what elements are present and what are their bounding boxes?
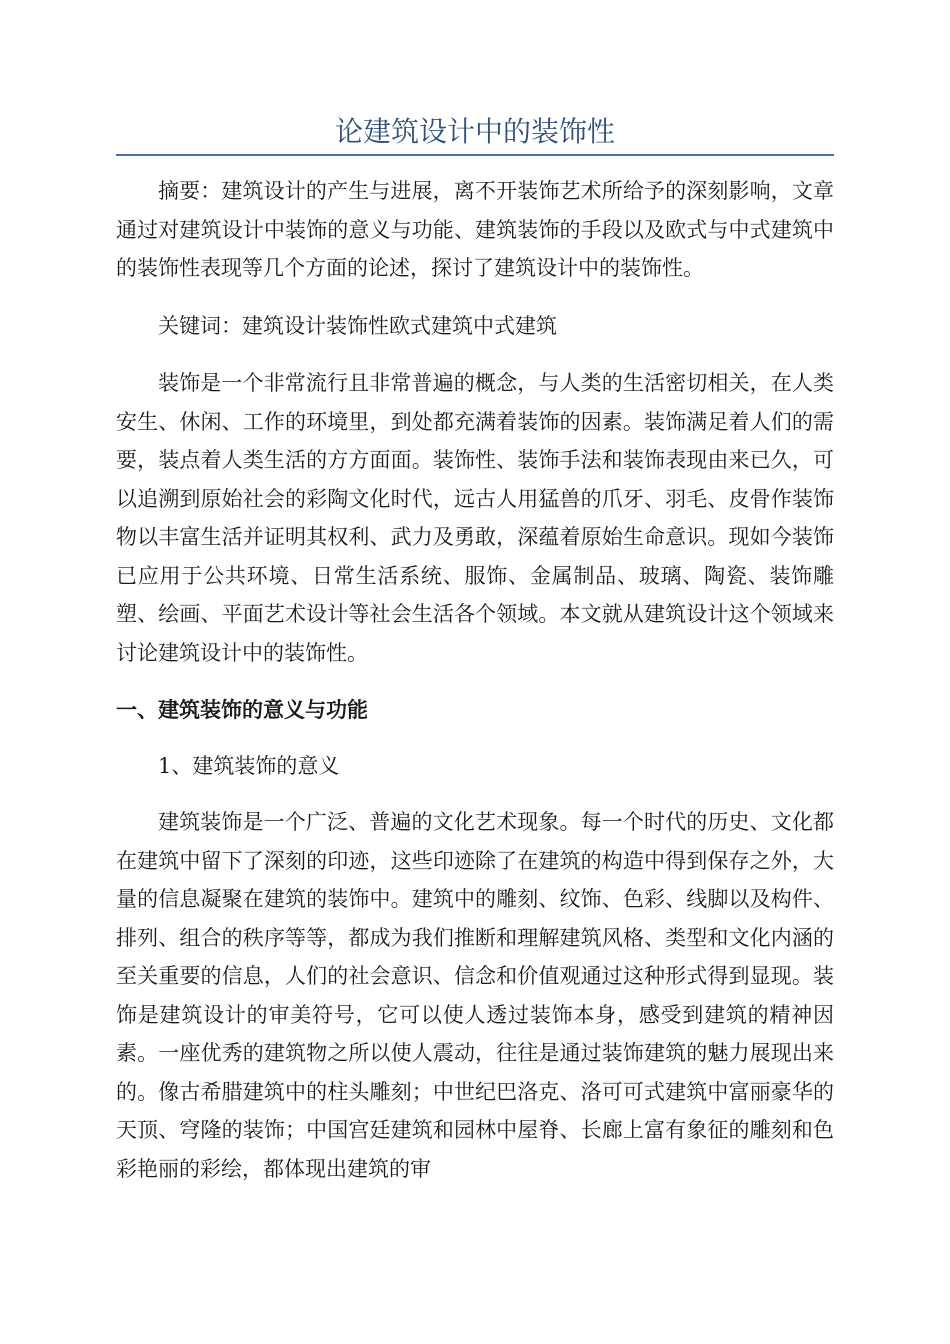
body-paragraph: 建筑装饰是一个广泛、普遍的文化艺术现象。每一个时代的历史、文化都在建筑中留下了深刻的印迹，这些印迹除了在建筑的构造中得到保存之外，大量的信息凝聚在建筑的装饰中。建筑中的雕刻、纹饰、色彩、线脚以及构件、排列、组合的秩序等等，都成为我们推断和理解建筑风格、类型和文化内涵的至关重要的信息，人们的社会意识、信念和价值观通过这种形式得到显现。装饰是建筑设计的审美符号，它可以使人透过装饰本身，感受到建筑的精神因素。一座优秀的建筑物之所以使人震动，往往是通过装饰建筑的魅力展现出来的。像古希腊建筑中的柱头雕刻；中世纪巴洛克、洛可可式建筑中富丽豪华的天顶、穹隆的装饰；中国宫廷建筑和园林中屋脊、长廊上富有象征的雕刻和色彩艳丽的彩绘，都体现出建筑的审 [116,810,834,1181]
document-title: 论建筑设计中的装饰性 [334,115,615,148]
section-heading: 一、建筑装饰的意义与功能 [116,698,368,722]
title-underline [116,154,834,156]
keywords-paragraph: 关键词：建筑设计装饰性欧式建筑中式建筑 [158,313,557,338]
subsection-heading: 1、建筑装饰的意义 [158,753,340,778]
document-body [116,172,834,1207]
abstract-paragraph: 摘要：建筑设计的产生与进展，离不开装饰艺术所给予的深刻影响，文章通过对建筑设计中装饰的意义与功能、建筑装饰的手段以及欧式与中式建筑中的装饰性表现等几个方面的论述，探讨了建筑设计中的装饰性。 [116,179,834,280]
intro-paragraph: 装饰是一个非常流行且非常普遍的概念，与人类的生活密切相关，在人类安生、休闲、工作的环境里，到处都充满着装饰的因素。装饰满足着人们的需要，装点着人类生活的方方面面。装饰性、装饰手法和装饰表现由来已久，可以追溯到原始社会的彩陶文化时代，远古人用猛兽的爪牙、羽毛、皮骨作装饰物以丰富生活并证明其权利、武力及勇敢，深蕴着原始生命意识。现如今装饰已应用于公共环境、日常生活系统、服饰、金属制品、玻璃、陶瓷、装饰雕塑、绘画、平面艺术设计等社会生活各个领域。本文就从建筑设计这个领域来讨论建筑设计中的装饰性。 [116,371,834,665]
